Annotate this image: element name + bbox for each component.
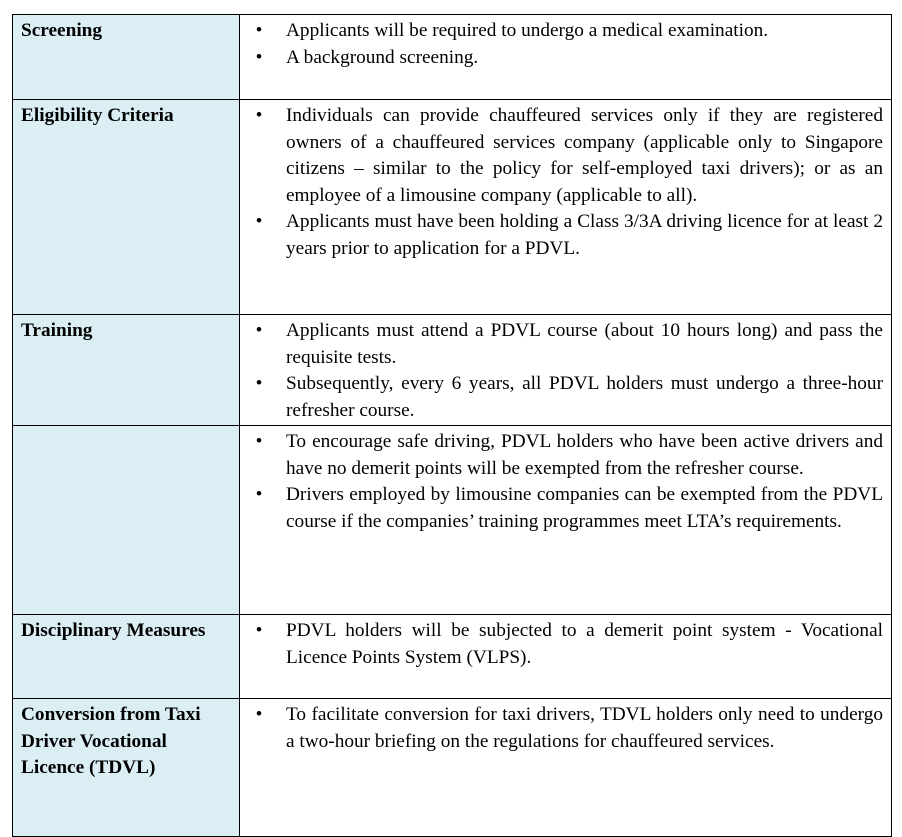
list-item bbox=[240, 429, 883, 482]
list-item bbox=[240, 18, 883, 45]
list-item-text: PDVL holders will be subjected to a demerit point system - Vocational Licence Points System (VLPS). bbox=[286, 620, 883, 668]
row-content bbox=[240, 315, 892, 426]
list-item-text: Subsequently, every 6 years, all PDVL holders must undergo a three-hour refresher course. bbox=[286, 373, 883, 421]
bullet-icon: • bbox=[255, 46, 263, 68]
list-item-text: To facilitate conversion for taxi drivers, TDVL holders only need to undergo a two-hour briefing on the regulations for chauffeured services. bbox=[286, 704, 883, 752]
row-label: Eligibility Criteria bbox=[13, 100, 240, 315]
row-label: Training bbox=[13, 315, 240, 426]
list-item bbox=[240, 371, 883, 424]
list-item bbox=[240, 103, 883, 209]
row-content bbox=[240, 426, 892, 615]
list-item bbox=[240, 209, 883, 262]
list-item-text: Individuals can provide chauffeured services only if they are registered owners of a chauffeured services company (applicable only to Singapore citizens – similar to the policy for self-employed taxi drivers); or as an employee of a limousine company (applicable to all). bbox=[286, 105, 883, 206]
list-item bbox=[240, 482, 883, 535]
bullet-icon: • bbox=[255, 211, 263, 232]
row-content bbox=[240, 615, 892, 699]
row-label: Screening bbox=[13, 15, 240, 100]
list-item bbox=[240, 702, 883, 755]
bullet-list bbox=[240, 18, 883, 71]
list-item-text: Applicants must have been holding a Class 3/3A driving licence for at least 2 years prior to application for a PDVL. bbox=[286, 211, 883, 259]
row-content bbox=[240, 15, 892, 100]
bullet-list bbox=[240, 702, 883, 755]
table-row-conversion bbox=[13, 699, 892, 837]
table-row-screening bbox=[13, 15, 892, 100]
row-content bbox=[240, 100, 892, 315]
requirements-table bbox=[12, 14, 892, 837]
row-content bbox=[240, 699, 892, 837]
bullet-icon: • bbox=[255, 320, 263, 341]
bullet-icon: • bbox=[255, 484, 263, 505]
bullet-icon: • bbox=[255, 105, 263, 126]
row-label bbox=[13, 426, 240, 615]
bullet-icon: • bbox=[255, 20, 263, 41]
bullet-list bbox=[240, 429, 883, 535]
table-row-disciplinary bbox=[13, 615, 892, 699]
row-label: Conversion from Taxi Driver Vocational Licence (TDVL) bbox=[13, 699, 240, 837]
list-item-text: Drivers employed by limousine companies can be exempted from the PDVL course if the companies’ training programmes meet LTA’s requirements. bbox=[286, 484, 883, 532]
bullet-icon: • bbox=[255, 431, 263, 452]
list-item-text: To encourage safe driving, PDVL holders who have been active drivers and have no demerit points will be exempted from the refresher course. bbox=[286, 431, 883, 479]
list-item bbox=[240, 318, 883, 371]
list-item-text: A background screening. bbox=[286, 46, 479, 68]
bullet-icon: • bbox=[255, 373, 263, 394]
list-item bbox=[240, 618, 883, 671]
table-row-eligibility bbox=[13, 100, 892, 315]
list-item bbox=[240, 45, 883, 72]
table-row-training-exemptions bbox=[13, 426, 892, 615]
list-item-text: Applicants will be required to undergo a medical examination. bbox=[286, 20, 769, 41]
bullet-list bbox=[240, 618, 883, 671]
bullet-list bbox=[240, 103, 883, 262]
row-label: Disciplinary Measures bbox=[13, 615, 240, 699]
bullet-icon: • bbox=[255, 620, 263, 641]
table-row-training bbox=[13, 315, 892, 426]
bullet-icon: • bbox=[255, 704, 263, 725]
bullet-list bbox=[240, 318, 883, 424]
list-item-text: Applicants must attend a PDVL course (about 10 hours long) and pass the requisite tests. bbox=[286, 320, 883, 368]
